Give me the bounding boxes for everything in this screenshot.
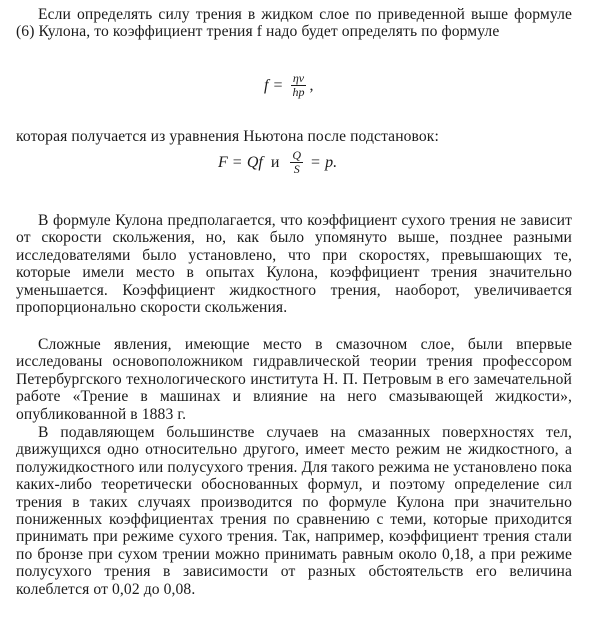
formula2-lhs: F	[218, 153, 228, 171]
formula2-rhs: Qf	[246, 153, 263, 171]
paragraph-coulomb: В формуле Кулона предполагается, что коэффициент сухого трения не зависит от скорости скольжения, но, как было упомянуто выше, позднее разными исследователями было установлено, что при скоростях, превышающих те, которые имели место в опытах Кулона, коэффициент трения значительно уменьшается. Коэффициент жидкостного трения, наоборот, увеличивается пропорционально скорости скольжения.	[16, 212, 572, 317]
paragraph-newton: которая получается из уравнения Ньютона после подстановок:	[16, 128, 439, 145]
formula2-numerator: Q	[292, 148, 302, 162]
formula2-result: p.	[325, 153, 338, 171]
formula1-equals: =	[273, 76, 283, 94]
document-page	[16, 0, 576, 635]
formula2-denominator: S	[293, 162, 300, 176]
formula1-numerator: ηv	[292, 71, 305, 85]
formula2-conjunction: и	[270, 153, 280, 171]
formula1-denominator: hp	[292, 85, 305, 99]
paragraph-petrov: Сложные явления, имеющие место в смазочном слое, были впервые исследованы основоположником гидравлической теории трения профессором Петербургского технологического института Н. П. Петровым в его замечательной работе «Трение в машинах и влияние на него смазывающей жидкости», опубликованной в 1883 г.	[16, 336, 572, 423]
paragraph-intro: Если определять силу трения в жидком слое по приведенной выше формуле (6) Кулона, то коэффициент трения f надо будет определять по формуле	[16, 6, 572, 41]
formula1-lhs: f	[264, 76, 269, 94]
formula2-equals-2: =	[311, 153, 321, 171]
formula-newton-substitution	[218, 149, 337, 176]
paragraph-semi-fluid: В подавляющем большинстве случаев на смазанных поверхностях тел, движущихся одно относительно другого, имеет место режим не жидкостного, а полужидкостного или полусухого трения. Для такого режима не установлено пока каких-либо теоретически обоснованных формул, и поэтому определение сил трения в таких случаях производится по формуле Кулона при значительно пониженных коэффициентах трения по сравнению с теми, которые приходится принимать при режиме сухого трения. Так, например, коэффициент трения стали по бронзе при сухом трении можно принимать равным около 0,18, а при режиме полусухого трения в зависимости от разных обстоятельств его величина колеблется от 0,02 до 0,08.	[16, 424, 572, 598]
formula1-fraction	[290, 72, 306, 99]
formula1-comma: ,	[309, 76, 314, 94]
formula2-fraction	[290, 149, 303, 176]
formula2-equals-1: =	[232, 153, 242, 171]
formula-friction-coefficient	[264, 72, 313, 99]
